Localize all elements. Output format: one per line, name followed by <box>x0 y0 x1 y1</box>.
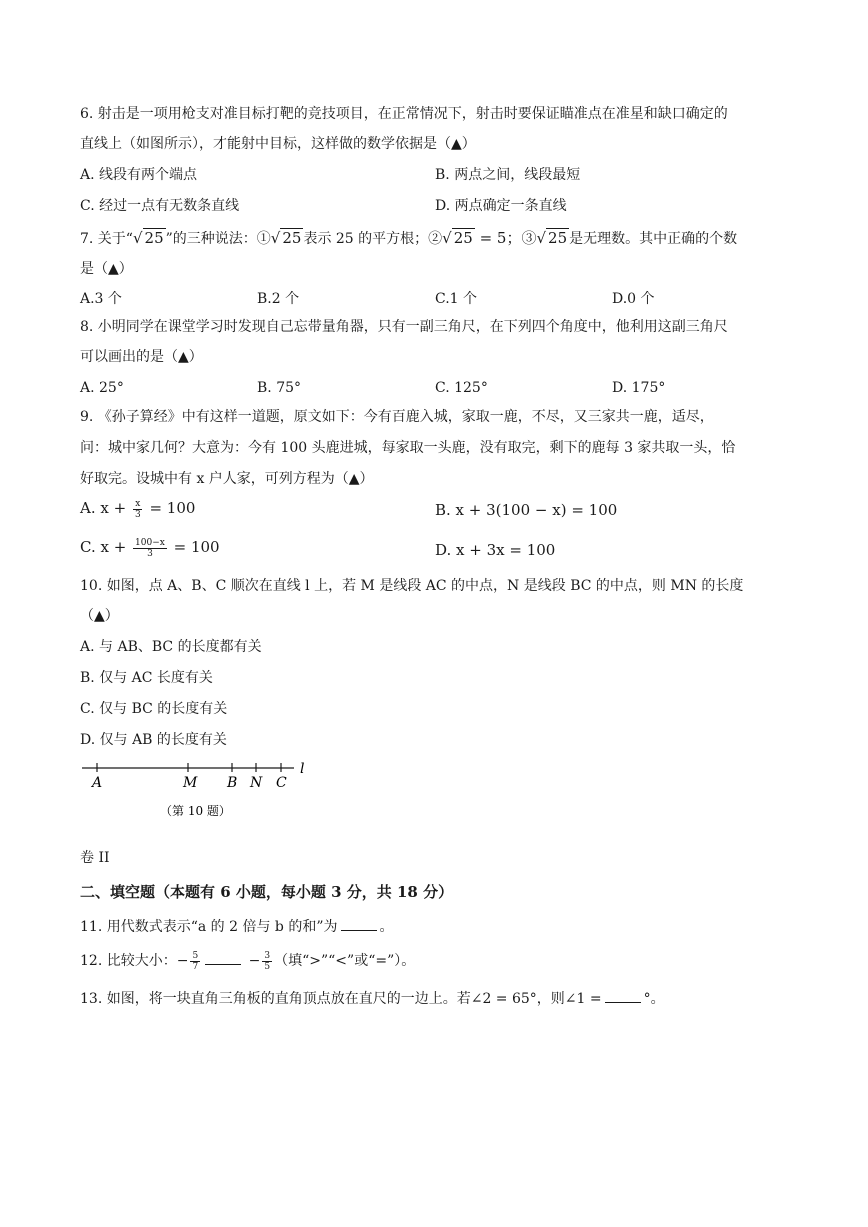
q12-answer-blank[interactable] <box>205 950 241 965</box>
q10-line2: （▲） <box>80 608 119 624</box>
figure-caption: （第 10 题） <box>160 804 231 818</box>
q7-option-d: D.0 个 <box>612 291 655 307</box>
q13-line: 13. 如图，将一块直角三角板的直角顶点放在直尺的一边上。若∠2 = 65°，则∠1 = °。 <box>80 988 665 1009</box>
q8-line1: 8. 小明同学在课堂学习时发现自己忘带量角器，只有一副三角尺，在下列四个角度中，他利用这副三角尺 <box>80 319 728 335</box>
q9-line1: 9. 《孙子算经》中有这样一道题，原文如下：今有百鹿入城，家取一鹿，不尽，又三家共一鹿，适尽， <box>80 409 714 425</box>
q9-option-a: A. x + $\frac{x}{3}$ = 100 <box>80 498 196 520</box>
q10-option-c: C. 仅与 BC 的长度有关 <box>80 701 228 717</box>
q12-line: 12. 比较大小：− $\frac{5}{7}$ − $\frac{3}{5}$ （填“>”“<”或“=”）。 <box>80 950 416 972</box>
q9-option-c-fraction: $\frac{100-x}{3}$ <box>135 537 165 559</box>
q10-option-b: B. 仅与 AC 长度有关 <box>80 670 213 686</box>
line-l-label: l <box>300 761 305 777</box>
q7-sqrt-3: √ 25 <box>442 229 473 247</box>
q12-fraction-2: $\frac{3}{5}$ <box>264 950 271 972</box>
q6-option-b: B. 两点之间，线段最短 <box>435 167 581 183</box>
q8-option-c: C. 125° <box>435 380 488 396</box>
q10-figure <box>78 758 318 824</box>
q7-sqrt-2: √ 25 <box>270 229 302 247</box>
q6-option-a: A. 线段有两个端点 <box>80 167 198 183</box>
section-heading: 二、填空题（本题有 6 小题，每小题 3 分，共 18 分） <box>80 883 454 901</box>
q7-sqrt-4: √ 25 <box>536 229 568 247</box>
q6-line1: 6. 射击是一项用枪支对准目标打靶的竞技项目，在正常情况下，射击时要保证瞄准点在准星和缺口确定的 <box>80 106 728 122</box>
q7-option-b: B.2 个 <box>257 291 300 307</box>
q11-answer-blank[interactable] <box>341 916 377 931</box>
q8-option-b: B. 75° <box>257 380 302 396</box>
q8-line2: 可以画出的是（▲） <box>80 349 203 365</box>
q8-option-a: A. 25° <box>80 380 124 396</box>
q7-option-c: C.1 个 <box>435 291 478 307</box>
q7-sqrt-1: √ 25 <box>132 229 164 247</box>
q9-line2: 问：城中家几何？大意为：今有 100 头鹿进城，每家取一头鹿，没有取完，剩下的鹿每 3 家共取一头，恰 <box>80 440 736 456</box>
q7-option-a: A.3 个 <box>80 291 122 307</box>
q9-line3: 好取完。设城中有 x 户人家，可列方程为（▲） <box>80 471 374 487</box>
q13-answer-blank[interactable] <box>605 988 641 1003</box>
q7-line2: 是（▲） <box>80 261 133 277</box>
point-m-label: M <box>183 775 198 791</box>
volume-label: 卷 II <box>80 850 110 866</box>
point-a-label: A <box>92 775 103 791</box>
q6-option-c: C. 经过一点有无数条直线 <box>80 198 240 214</box>
q12-fraction-1: $\frac{5}{7}$ <box>192 950 199 972</box>
q10-option-a: A. 与 AB、BC 的长度都有关 <box>80 639 262 655</box>
q8-option-d: D. 175° <box>612 380 666 396</box>
q6-option-d: D. 两点确定一条直线 <box>435 198 567 214</box>
q9-option-b: B. x + 3(100 − x) = 100 <box>435 501 618 519</box>
q7-line1: 7. 关于“√ 25 ”的三种说法：①√ 25 表示 25 的平方根；②√ 25 = 5；③√ 25 是无理数。其中正确的个数 <box>80 229 738 247</box>
point-b-label: B <box>227 775 238 791</box>
point-n-label: N <box>250 775 263 791</box>
point-c-label: C <box>276 775 287 791</box>
q10-line1: 10. 如图，点 A、B、C 顺次在直线 l 上，若 M 是线段 AC 的中点，N 是线段 BC 的中点，则 MN 的长度 <box>80 578 744 594</box>
q9-option-a-fraction: $\frac{x}{3}$ <box>134 498 141 520</box>
q10-option-d: D. 仅与 AB 的长度有关 <box>80 732 227 748</box>
q9-option-d: D. x + 3x = 100 <box>435 541 556 559</box>
q11-line: 11. 用代数式表示“a 的 2 倍与 b 的和”为 。 <box>80 916 394 937</box>
q9-option-c: C. x + $\frac{100-x}{3}$ = 100 <box>80 537 220 559</box>
q6-line2: 直线上（如图所示），才能射中目标，这样做的数学依据是（▲） <box>80 136 476 152</box>
